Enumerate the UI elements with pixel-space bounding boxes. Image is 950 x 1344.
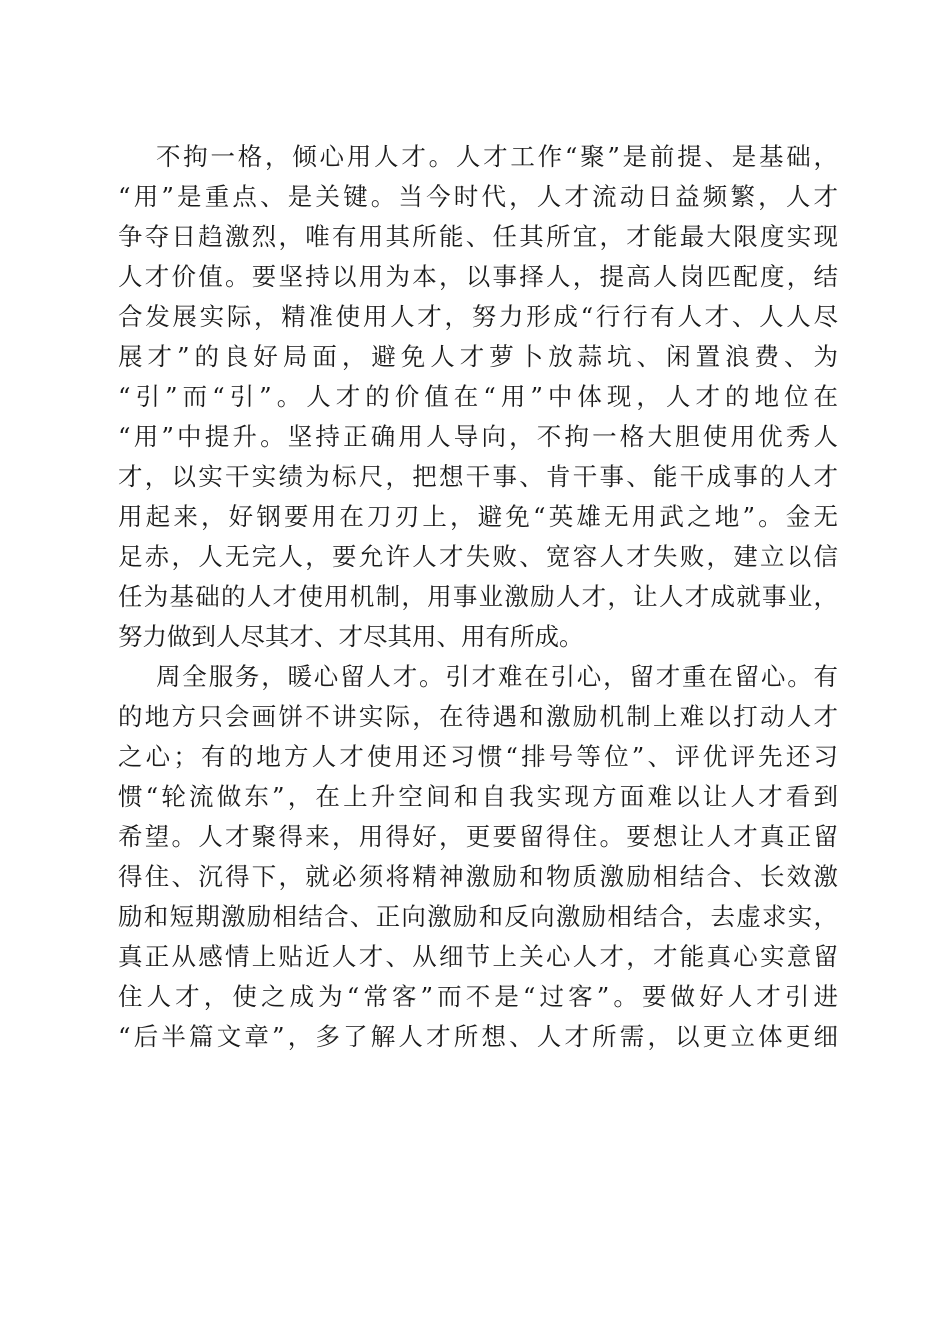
text-line: 不拘一格，倾心用人才。人才工作“聚”是前提、是基础， [156, 142, 838, 171]
text-line: 励和短期激励相结合、正向激励和反向激励相结合，去虚求实， [118, 902, 838, 931]
text-line: “用”是重点、是关键。当今时代，人才流动日益频繁，人才 [118, 182, 838, 211]
text-line: 之心；有的地方人才使用还习惯“排号等位”、评优评先还习 [118, 742, 838, 771]
text-line: 人才价值。要坚持以用为本，以事择人，提高人岗匹配度，结 [118, 262, 838, 291]
text-line: 惯“轮流做东”，在上升空间和自我实现方面难以让人才看到 [118, 782, 838, 811]
paragraph-talent-retention [118, 657, 838, 1057]
text-line: 足赤，人无完人，要允许人才失败、宽容人才失败，建立以信 [118, 542, 838, 571]
body-text [118, 137, 838, 1057]
text-line: 展才”的良好局面，避免人才萝卜放蒜坑、闲置浪费、为 [118, 342, 838, 371]
text-line: “引”而“引”。人才的价值在“用”中体现，人才的地位在 [118, 382, 838, 411]
text-line: 住人才，使之成为“常客”而不是“过客”。要做好人才引进 [118, 982, 838, 1011]
text-line: 合发展实际，精准使用人才，努力形成“行行有人才、人人尽 [118, 302, 838, 331]
text-line: 得住、沉得下，就必须将精神激励和物质激励相结合、长效激 [118, 862, 838, 891]
text-line: “用”中提升。坚持正确用人导向，不拘一格大胆使用优秀人 [118, 422, 838, 451]
text-line: 任为基础的人才使用机制，用事业激励人才，让人才成就事业， [118, 582, 838, 611]
paragraph-talent-use [118, 137, 838, 657]
text-line: “后半篇文章”，多了解人才所想、人才所需，以更立体更细 [118, 1022, 838, 1051]
text-line: 争夺日趋激烈，唯有用其所能、任其所宜，才能最大限度实现 [118, 222, 838, 251]
text-line: 才，以实干实绩为标尺，把想干事、肯干事、能干成事的人才 [118, 462, 838, 491]
text-line: 周全服务，暖心留人才。引才难在引心，留才重在留心。有 [156, 662, 838, 691]
text-line: 希望。人才聚得来，用得好，更要留得住。要想让人才真正留 [118, 822, 838, 851]
text-line: 的地方只会画饼不讲实际，在待遇和激励机制上难以打动人才 [118, 702, 838, 731]
text-line: 真正从感情上贴近人才、从细节上关心人才，才能真心实意留 [118, 942, 838, 971]
text-line: 用起来，好钢要用在刀刃上，避免“英雄无用武之地”。金无 [118, 502, 838, 531]
text-line: 努力做到人尽其才、才尽其用、用有所成。 [118, 622, 584, 651]
